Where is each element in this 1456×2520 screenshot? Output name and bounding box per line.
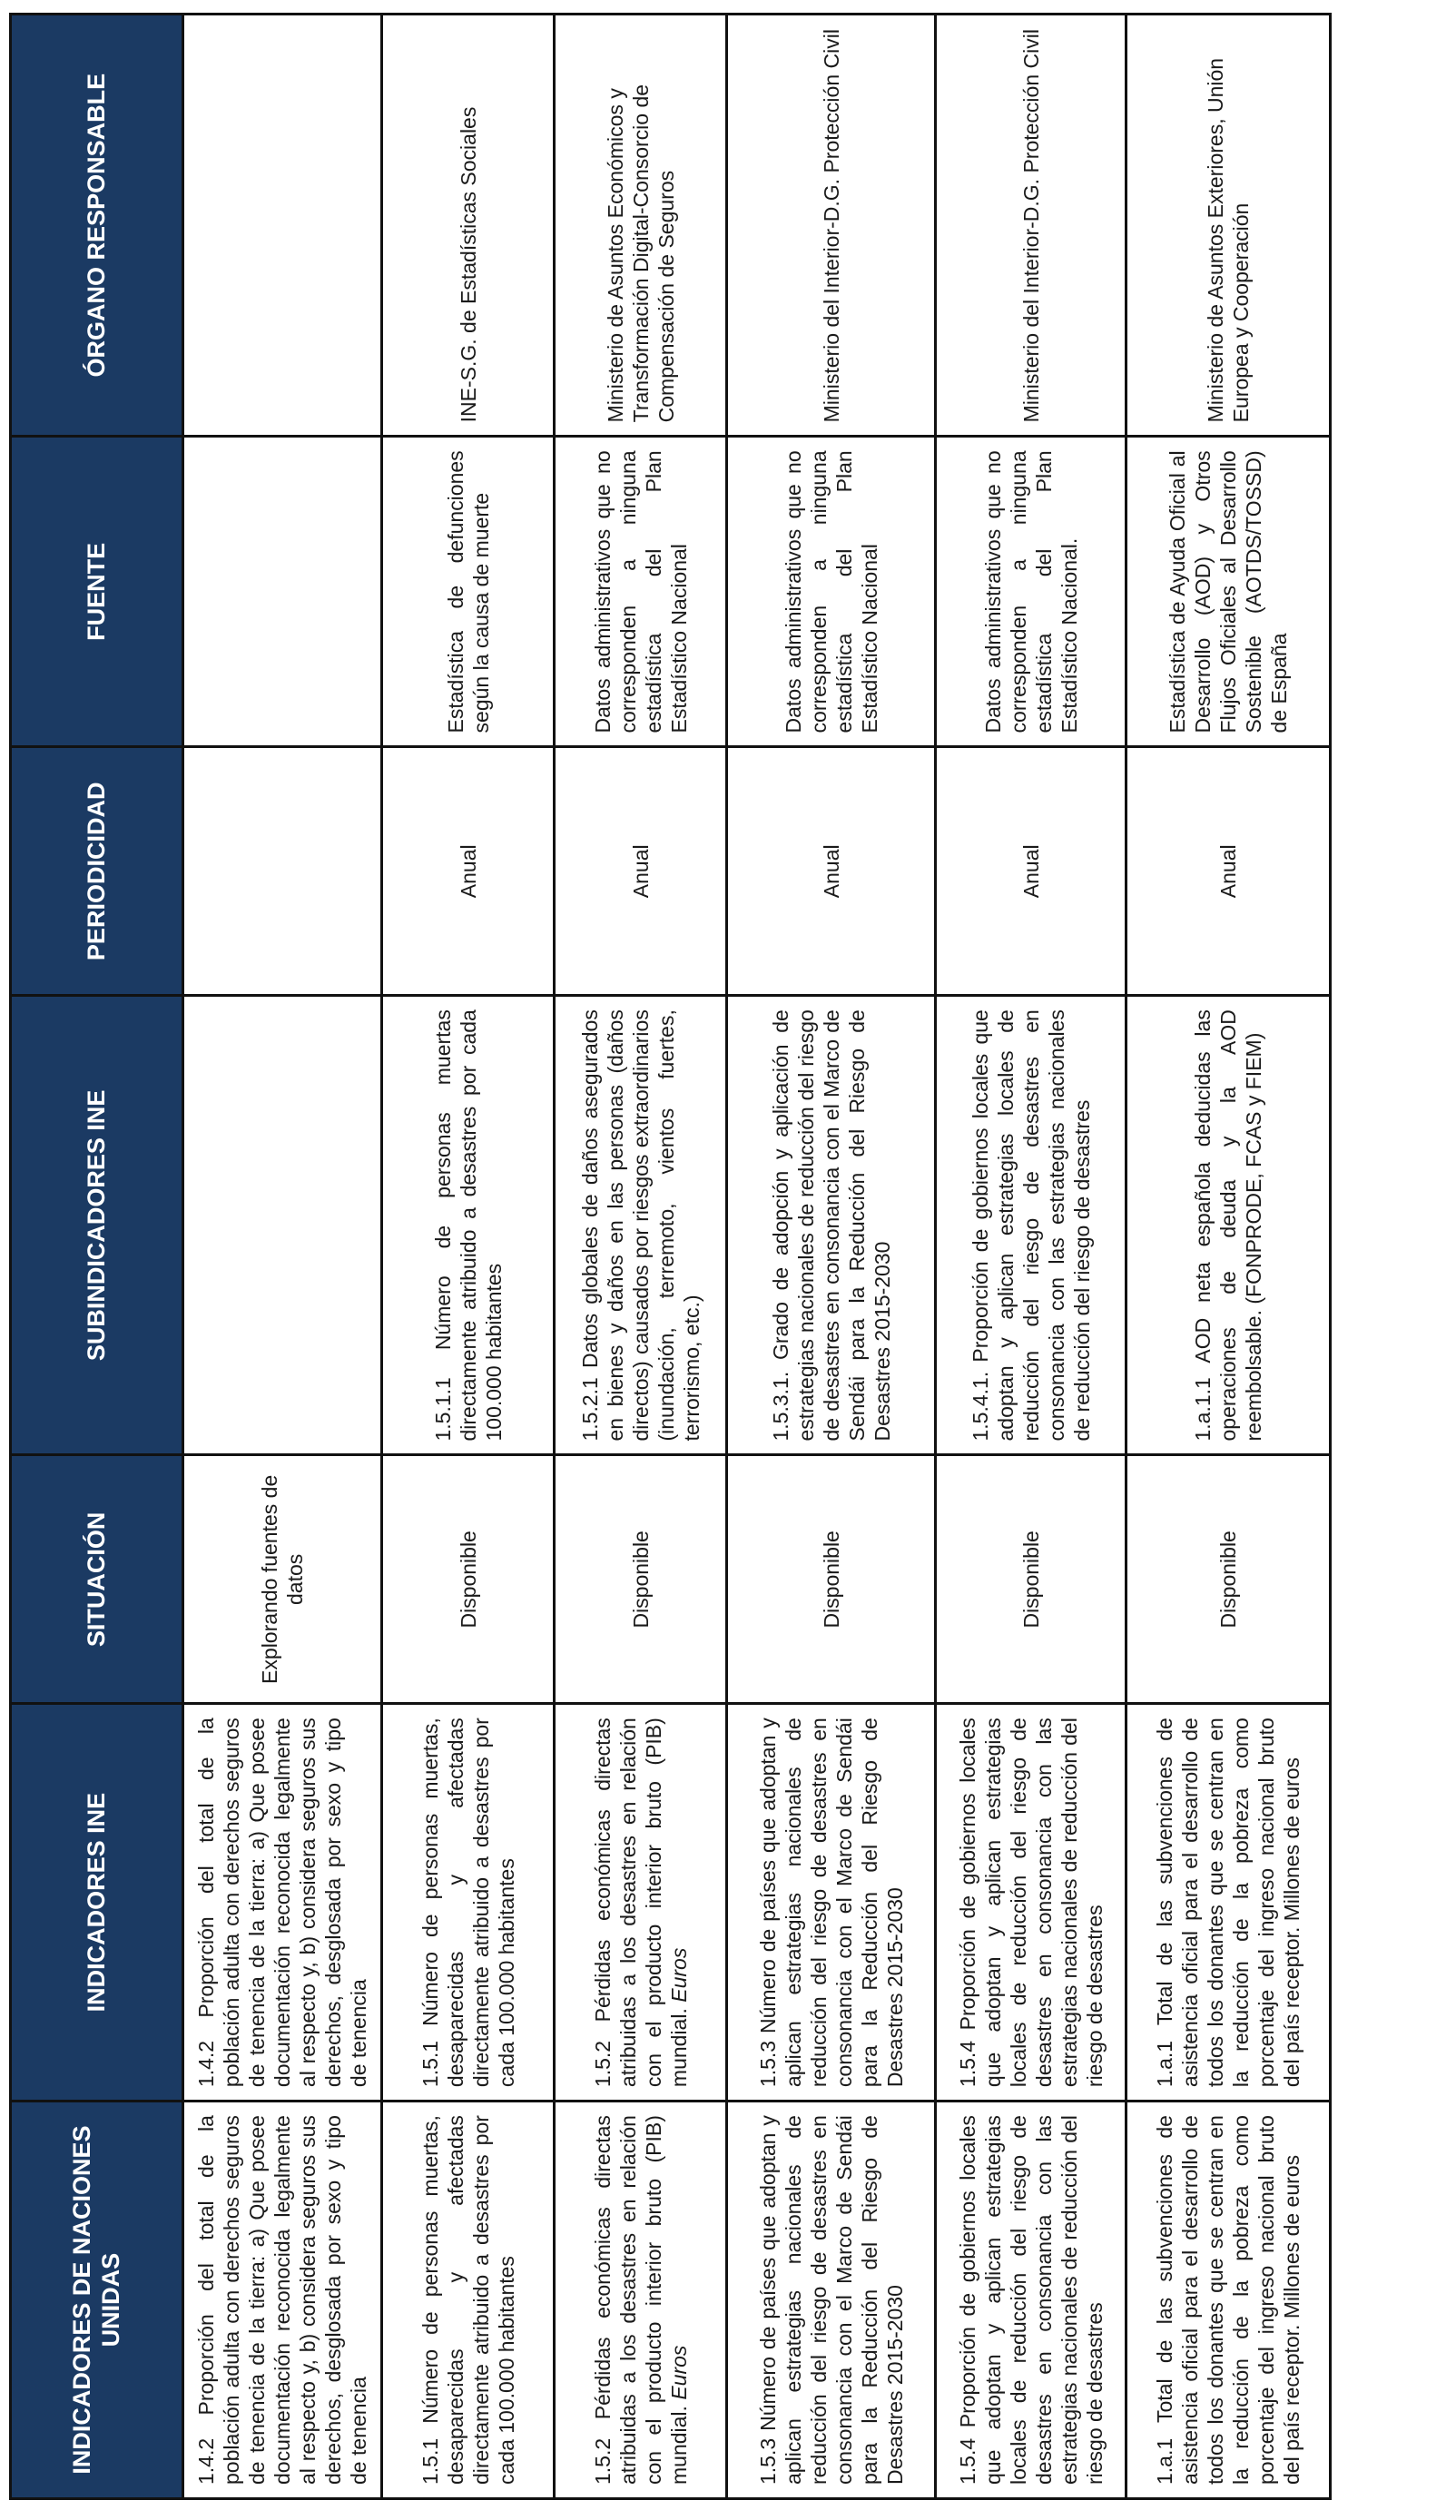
indicators-table <box>9 13 1332 2500</box>
cell-ine: 1.5.3 Número de países que adoptan y aplican estrategias nacionales de reducción del riesgo de desastres en consonancia con el Marco de Sendái para la Reducción del Riesgo de Desastres 2015-2030 <box>727 1704 936 2102</box>
cell-sub: 1.5.3.1. Grado de adopción y aplicación de estrategias nacionales de reducción del riesgo de desastres en consonancia con el Marco de Sendái para la Reducción del Riesgo de Desastres 2015-2030 <box>727 996 936 1455</box>
cell-un: 1.a.1 Total de las subvenciones de asistencia oficial para el desarrollo de todos los donantes que se centran en la reducción de la pobreza como porcentaje del ingreso nacional bruto del país receptor. Millones de euros <box>1126 2102 1331 2499</box>
header-sub: SUBINDICADORES INE <box>11 996 183 1455</box>
cell-period: Anual <box>555 747 727 996</box>
header-un: INDICADORES DE NACIONES UNIDAS <box>11 2102 183 2499</box>
cell-ine: 1.4.2 Proporción del total de la población adulta con derechos seguros de tenencia de la tierra: a) Que posee documentación reconocida legalmente al respecto y, b) considera seguros sus derechos, desglosada por sexo y tipo de tenencia <box>183 1704 382 2102</box>
cell-sub: 1.5.2.1 Datos globales de daños asegurados en bienes y daños en las personas (daños directos) causados por riesgos extraordinarios (inundación, terremoto, vientos fuertes, terrorismo, etc.) <box>555 996 727 1455</box>
table-row <box>727 15 936 2499</box>
table-row <box>183 15 382 2499</box>
cell-source: Estadística de Ayuda Oficial al Desarrollo (AOD) y Otros Flujos Oficiales al Desarrollo Sostenible (AOTDS/TOSSD) de España <box>1126 437 1331 747</box>
indicator-text: 1.5.2 Pérdidas económicas directas atribuidas a los desastres en relación con el producto interior bruto (PIB) mundial. <box>590 1718 691 2088</box>
header-row <box>11 15 183 2499</box>
cell-ine: 1.a.1 Total de las subvenciones de asistencia oficial para el desarrollo de todos los donantes que se centran en la reducción de la pobreza como porcentaje del ingreso nacional bruto del país receptor. Millones de euros <box>1126 1704 1331 2102</box>
header-period: PERIODICIDAD <box>11 747 183 996</box>
cell-situation: Disponible <box>936 1455 1126 1704</box>
cell-organ <box>183 15 382 437</box>
cell-situation: Disponible <box>382 1455 555 1704</box>
table-row <box>555 15 727 2499</box>
cell-situation: Disponible <box>727 1455 936 1704</box>
header-organ: ÓRGANO RESPONSABLE <box>11 15 183 437</box>
cell-un: 1.5.3 Número de países que adoptan y aplican estrategias nacionales de reducción del riesgo de desastres en consonancia con el Marco de Sendái para la Reducción del Riesgo de Desastres 2015-2030 <box>727 2102 936 2499</box>
cell-ine: 1.5.1 Número de personas muertas, desaparecidas y afectadas directamente atribuido a desastres por cada 100.000 habitantes <box>382 1704 555 2102</box>
cell-period: Anual <box>382 747 555 996</box>
cell-period <box>183 747 382 996</box>
cell-organ: Ministerio del Interior-D.G. Protección Civil <box>936 15 1126 437</box>
cell-un: 1.5.1 Número de personas muertas, desaparecidas y afectadas directamente atribuido a desastres por cada 100.000 habitantes <box>382 2102 555 2499</box>
table-row <box>1126 15 1331 2499</box>
cell-period: Anual <box>727 747 936 996</box>
cell-ine: 1.5.4 Proporción de gobiernos locales que adoptan y aplican estrategias locales de reducción del riesgo de desastres en consonancia con las estrategias nacionales de reducción del riesgo de desastres <box>936 1704 1126 2102</box>
cell-organ: Ministerio del Interior-D.G. Protección Civil <box>727 15 936 437</box>
indicator-unit: Euros <box>666 2345 691 2400</box>
cell-organ: Ministerio de Asuntos Exteriores, Unión Europea y Cooperación <box>1126 15 1331 437</box>
cell-situation: Explorando fuentes de datos <box>183 1455 382 1704</box>
cell-sub <box>183 996 382 1455</box>
cell-situation: Disponible <box>1126 1455 1331 1704</box>
cell-source: Datos administrativos que no corresponden a ninguna estadística del Plan Estadístico Nacional <box>727 437 936 747</box>
cell-source: Datos administrativos que no corresponden a ninguna estadística del Plan Estadístico Nacional. <box>936 437 1126 747</box>
table-row <box>936 15 1126 2499</box>
indicator-text: 1.5.2 Pérdidas económicas directas atribuidas a los desastres en relación con el producto interior bruto (PIB) mundial. <box>590 2115 691 2485</box>
header-source: FUENTE <box>11 437 183 747</box>
cell-source: Estadística de defunciones según la causa de muerte <box>382 437 555 747</box>
cell-sub: 1.a.1.1 AOD neta española deducidas las operaciones de deuda y la AOD reembolsable. (FONPRODE, FCAS y FIEM) <box>1126 996 1331 1455</box>
cell-un: 1.4.2 Proporción del total de la población adulta con derechos seguros de tenencia de la tierra: a) Que posee documentación reconocida legalmente al respecto y, b) considera seguros sus derechos, desglosada por sexo y tipo de tenencia <box>183 2102 382 2499</box>
header-ine: INDICADORES INE <box>11 1704 183 2102</box>
cell-ine <box>555 1704 727 2102</box>
cell-organ: Ministerio de Asuntos Económicos y Transformación Digital-Consorcio de Compensación de Seguros <box>555 15 727 437</box>
cell-period: Anual <box>936 747 1126 996</box>
cell-situation: Disponible <box>555 1455 727 1704</box>
cell-source <box>183 437 382 747</box>
cell-sub: 1.5.1.1 Número de personas muertas directamente atribuido a desastres por cada 100.000 habitantes <box>382 996 555 1455</box>
cell-organ: INE-S.G. de Estadísticas Sociales <box>382 15 555 437</box>
cell-sub: 1.5.4.1. Proporción de gobiernos locales que adoptan y aplican estrategias locales de reducción del riesgo de desastres en consonancia con las estrategias nacionales de reducción del riesgo de desastres <box>936 996 1126 1455</box>
cell-un: 1.5.4 Proporción de gobiernos locales que adoptan y aplican estrategias locales de reducción del riesgo de desastres en consonancia con las estrategias nacionales de reducción del riesgo de desastres <box>936 2102 1126 2499</box>
cell-source: Datos administrativos que no corresponden a ninguna estadística del Plan Estadístico Nacional <box>555 437 727 747</box>
table-row <box>382 15 555 2499</box>
cell-period: Anual <box>1126 747 1331 996</box>
cell-un <box>555 2102 727 2499</box>
indicator-unit: Euros <box>666 1947 691 2003</box>
header-situation: SITUACIÓN <box>11 1455 183 1704</box>
